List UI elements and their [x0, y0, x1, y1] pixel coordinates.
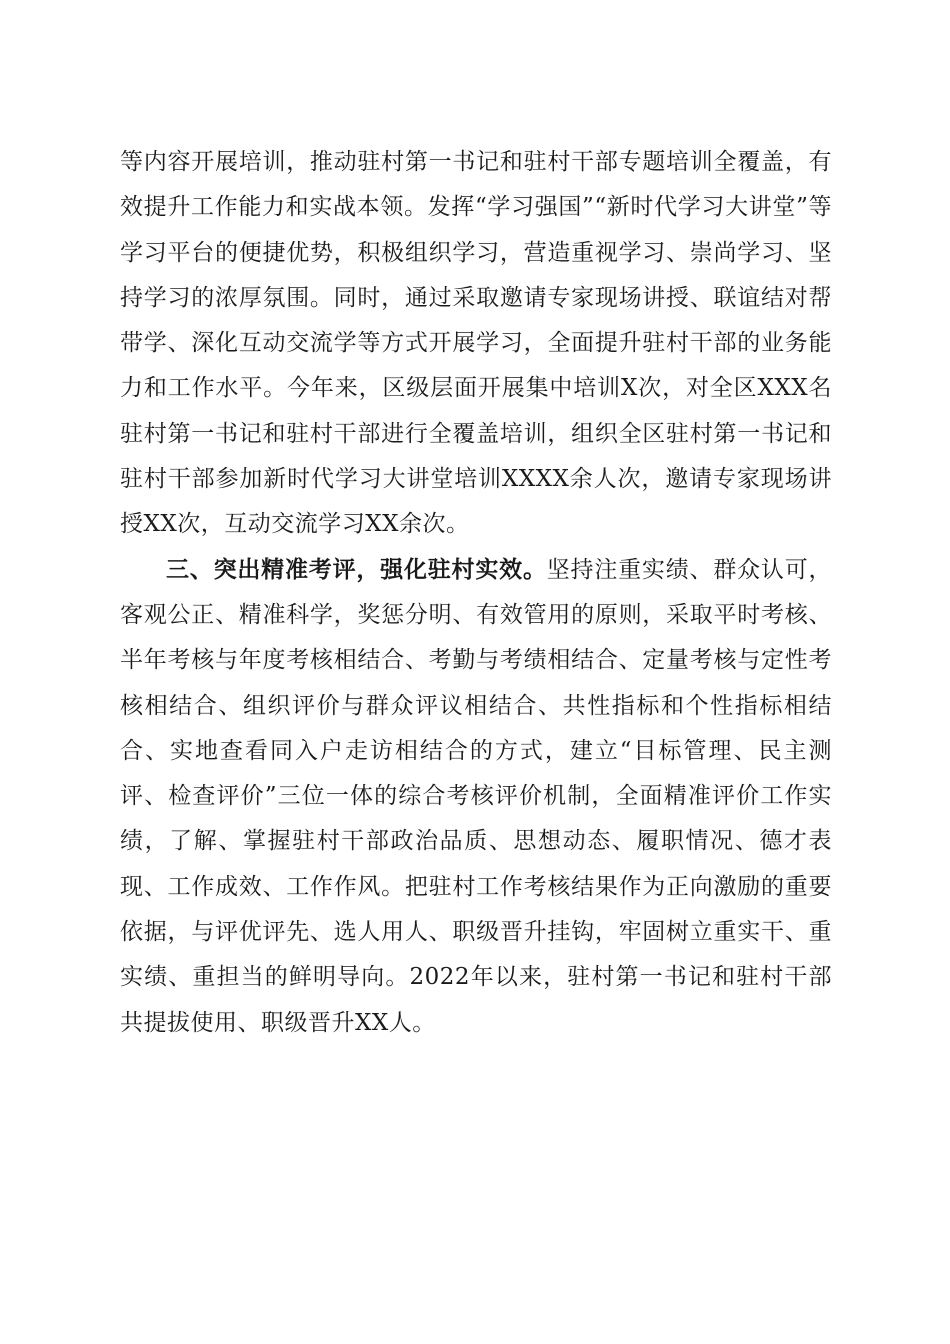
paragraph-evaluation-text: 坚持注重实绩、群众认可，客观公正、精准科学，奖惩分明、有效管用的原则，采取平时考核、半年考核与年度考核相结合、考勤与考绩相结合、定量考核与定性考核相结合、组织评价与群众评议相结合、共性指标和个性指标相结合、实地查看同入户走访相结合的方式，建立“目标管理、民主测评、检查评价”三位一体的综合考核评价机制，全面精准评价工作实绩，了解、掌握驻村干部政治品质、思想动态、履职情况、德才表现、工作成效、工作作风。把驻村工作考核结果作为正向激励的重要依据，与评优评先、选人用人、职级晋升挂钩，牢固树立重实干、重实绩、重担当的鲜明导向。2022年以来，驻村第一书记和驻村干部共提拔使用、职级晋升XX人。 [120, 556, 833, 1036]
section-heading: 三、突出精准考评，强化驻村实效。 [166, 556, 547, 583]
paragraph-evaluation [120, 548, 832, 1046]
paragraph-training-text: 等内容开展培训，推动驻村第一书记和驻村干部专题培训全覆盖，有效提升工作能力和实战本领。发挥“学习强国”“新时代学习大讲堂”等学习平台的便捷优势，积极组织学习，营造重视学习、崇尚学习、坚持学习的浓厚氛围。同时，通过采取邀请专家现场讲授、联谊结对帮带学、深化互动交流学等方式开展学习，全面提升驻村干部的业务能力和工作水平。今年来，区级层面开展集中培训X次，对全区XXX名驻村第一书记和驻村干部进行全覆盖培训，组织全区驻村第一书记和驻村干部参加新时代学习大讲堂培训XXXX余人次，邀请专家现场讲授XX次，互动交流学习XX余次。 [120, 149, 832, 538]
paragraph-training [120, 140, 832, 548]
document-body [120, 140, 832, 1046]
